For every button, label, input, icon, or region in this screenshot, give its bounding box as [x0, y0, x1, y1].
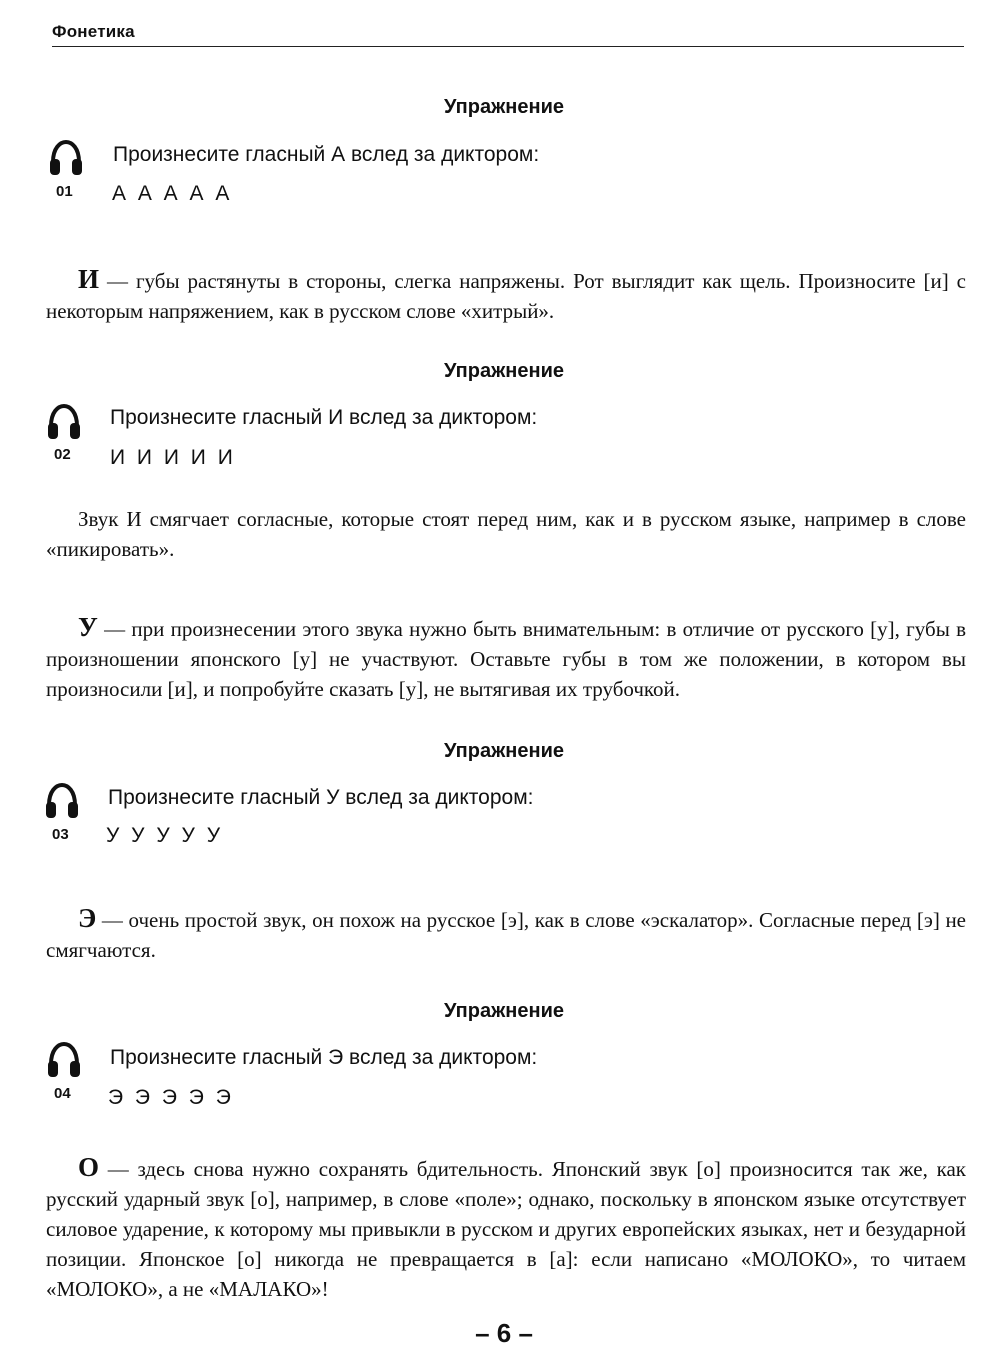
track-number: 04 — [54, 1085, 71, 1102]
exercise-letters: И И И И И — [110, 446, 236, 469]
exercise-heading: Упражнение — [444, 96, 564, 118]
vowel-letter: О — [78, 1152, 100, 1182]
exercise-heading: Упражнение — [444, 360, 564, 382]
paragraph-vowel-i — [46, 264, 966, 326]
paragraph-vowel-o — [46, 1152, 966, 1304]
paragraph-i-softening — [46, 504, 966, 564]
paragraph-text: — здесь снова нужно сохранять бдительность. Японский звук [о] произносится так же, как русский ударный звук [о], например, в слове «поле»; однако, поскольку в японском языке отсутствует силовое ударение, к которому мы привыкли в русском и других европейских языках, нет и безударной позиции. Японское [о] никогда не превращается в [а]: если написано «МОЛОКО», то читаем «МОЛОКО», а не «МАЛАКО»! — [46, 1157, 966, 1301]
page-number: – 6 – — [475, 1318, 533, 1348]
exercise-heading: Упражнение — [444, 1000, 564, 1022]
exercise-letters: А А А А А — [112, 182, 233, 205]
exercise-letters: Э Э Э Э Э — [108, 1086, 234, 1109]
track-number: 03 — [52, 826, 69, 843]
headphones-icon[interactable] — [46, 402, 82, 442]
paragraph-vowel-u — [46, 612, 966, 704]
paragraph-text: — очень простой звук, он похож на русское [э], как в слове «эскалатор». Согласные перед [э] не смягчаются. — [46, 908, 966, 962]
exercise-instruction: Произнесите гласный У вслед за диктором: — [108, 786, 534, 809]
vowel-letter: У — [78, 612, 98, 642]
exercise-instruction: Произнесите гласный Э вслед за диктором: — [110, 1046, 538, 1069]
paragraph-text: Звук И смягчает согласные, которые стоят перед ним, как и в русском языке, например в слове «пикировать». — [46, 507, 966, 561]
track-number: 01 — [56, 183, 73, 200]
paragraph-text: — при произнесении этого звука нужно быть внимательным: в отличие от русского [у], губы в произношении японского [у] не участвуют. Оставьте губы в том же положении, в котором вы произносили [и], и попробуйте сказать [у], не вытягивая их трубочкой. — [46, 617, 966, 701]
exercise-heading: Упражнение — [444, 740, 564, 762]
vowel-letter: И — [78, 264, 100, 294]
exercise-instruction: Произнесите гласный А вслед за диктором: — [113, 143, 540, 166]
paragraph-vowel-e — [46, 903, 966, 965]
track-number: 02 — [54, 446, 71, 463]
exercise-instruction: Произнесите гласный И вслед за диктором: — [110, 406, 538, 429]
running-header — [52, 22, 964, 47]
vowel-letter: Э — [78, 903, 97, 933]
headphones-icon[interactable] — [46, 1040, 82, 1080]
paragraph-text: — губы растянуты в стороны, слегка напряжены. Рот выглядит как щель. Произносите [и] с некоторым напряжением, как в русском слове «хитрый». — [46, 269, 966, 323]
section-title: Фонетика — [52, 22, 135, 41]
headphones-icon[interactable] — [48, 138, 84, 178]
exercise-letters: У У У У У — [106, 824, 224, 847]
headphones-icon[interactable] — [44, 781, 80, 821]
